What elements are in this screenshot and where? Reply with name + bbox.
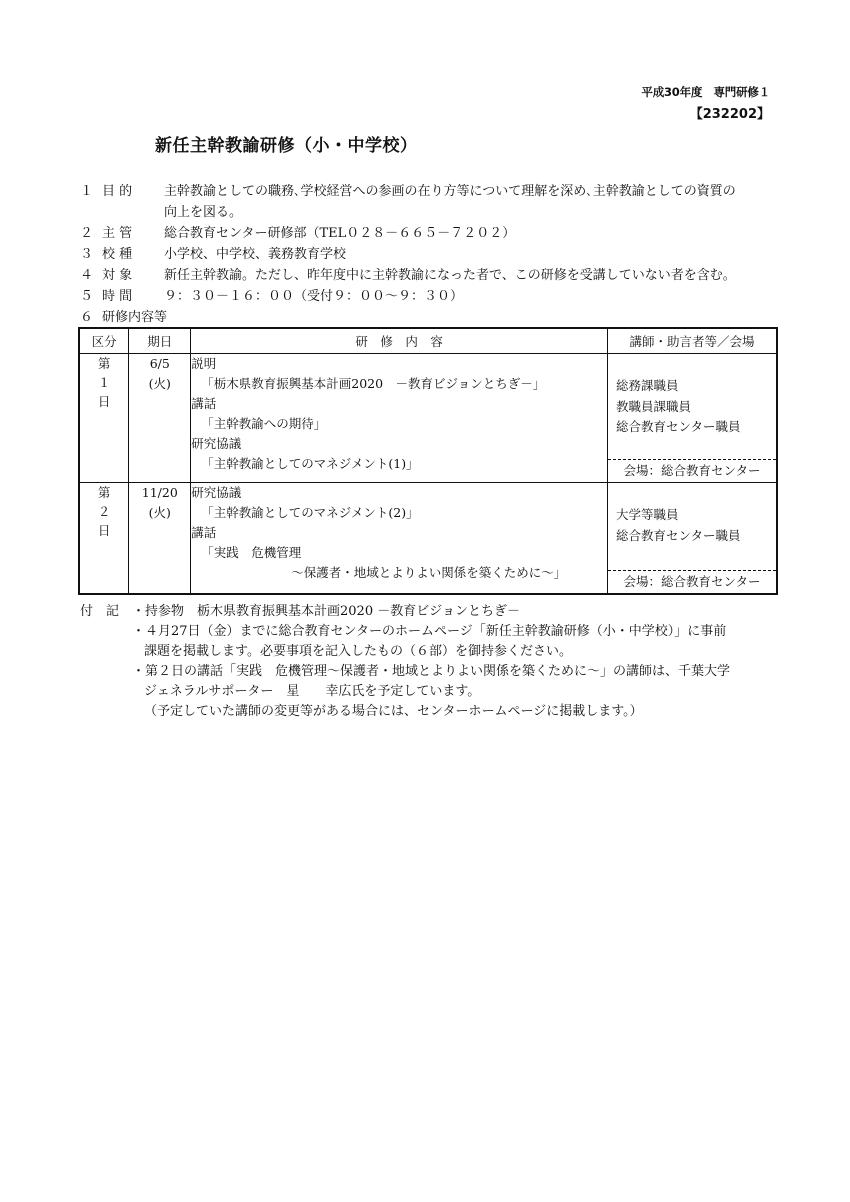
date-cell [129,483,191,595]
item-text: 新任主幹教諭。ただし、昨年度中に主幹教諭になった者で、この研修を受講していない者を含む。 [164,268,736,283]
weekday-value: (火) [148,505,171,520]
item-text: 主幹教諭としての職務､学校経営への参画の在り方等について理解を深め､主幹教諭としての資質の [164,184,736,199]
note-bullet: ・４月27日（金）までに総合教育センターのホームページ「新任主幹教諭研修（小・中学校）」に事前 [132,624,727,639]
day-char: 第 [97,356,111,371]
header-lecturer: 講師・助言者等／会場 [608,328,777,354]
date-value: 11/20 [141,485,178,500]
content-cell [191,483,608,595]
item-number: ５ [80,289,94,304]
date-value: 6/5 [149,356,170,371]
lecturer-cell [608,354,777,483]
note-footer: （予定していた講師の変更等がある場合には、センターホームページに掲載します。） [144,704,643,719]
header-date: 期日 [129,328,191,354]
outline-item-purpose [80,181,780,202]
schedule-table [78,327,778,595]
content-line: 講話 [191,396,217,411]
outline-item-time [80,286,780,307]
content-line: 研究協議 [191,436,242,451]
item-label: 研修内容等 [102,310,168,325]
content-line: 「主幹教諭としてのマネジメント(2)」 [201,505,419,520]
item-number: １ [80,184,94,199]
lecturer-item: 教職員課職員 [616,398,692,414]
item-number: ４ [80,268,94,283]
note-bullet: ・第２日の講話「実践 危機管理～保護者・地域とよりよい関係を築くために～」の講師は、千葉大学 [132,664,731,679]
day-cell [79,483,129,595]
page-title: 新任主幹教諭研修（小・中学校） [155,136,418,156]
item-text: ９：３０－１６：００（受付９：００～９：３０） [164,289,464,304]
note-bullet-continued: 課題を掲載します。必要事項を記入したもの（６部）を御持参ください。 [144,644,572,659]
notes-body [132,602,780,722]
content-line: 「栃木県教育振興基本計画2020 －教育ビジョンとちぎ－」 [201,376,546,391]
table-row [79,354,777,483]
note-bullet: ・持参物 栃木県教育振興基本計画2020 －教育ビジョンとちぎ－ [132,604,520,619]
day-char: 日 [97,394,111,409]
item-text: 総合教育センター研修部（TEL０２８－６６５－７２０２） [164,226,516,241]
date-cell [129,354,191,483]
venue-label: 会場：総合教育センター [608,459,776,482]
table-row [79,483,777,595]
notes-label: 付 記 [80,604,120,619]
weekday-value: (火) [148,376,171,391]
lecturer-item: 大学等職員 [616,507,679,522]
outline-item-manager [80,223,780,244]
day-char: ２ [97,504,111,519]
outline-item-content [80,307,780,328]
notes-section [80,602,780,722]
day-cell [79,354,129,483]
course-code: 【232202】 [689,107,770,122]
content-line: 「実践 危機管理 [201,545,302,560]
item-label: 主 管 [102,226,133,241]
content-line: 「主幹教諭としてのマネジメント(1)」 [201,456,419,471]
note-bullet-continued: ジェネラルサポーター 星 幸広氏を予定しています。 [144,684,481,699]
table-header-row [79,328,777,354]
item-text: 小学校、中学校、義務教育学校 [164,247,347,262]
lecturer-list [616,505,741,546]
item-text-continued: 向上を図る。 [164,205,243,220]
item-label: 対 象 [102,268,133,283]
outline-item-target [80,265,780,286]
item-label: 校 種 [102,247,133,262]
item-number: ３ [80,247,94,262]
lecturer-item: 総務課職員 [616,378,679,393]
item-label: 目 的 [102,184,133,199]
header-content: 研 修 内 容 [191,328,608,354]
day-char: １ [97,375,111,390]
content-line: 研究協議 [191,485,242,500]
header-kubun: 区分 [79,328,129,354]
content-line: 講話 [191,525,217,540]
content-line: 「主幹教諭への期待」 [201,416,327,431]
lecturer-cell [608,483,777,595]
item-label: 時 間 [102,289,133,304]
item-number: ２ [80,226,94,241]
day-char: 日 [97,523,111,538]
outline-list [80,181,780,328]
lecturer-item: 総合教育センター職員 [616,527,741,543]
item-number: ６ [80,310,94,325]
header-year-line: 平成30年度 専門研修１ [641,85,770,99]
outline-item-school-type [80,244,780,265]
lecturer-list [616,376,741,438]
venue-label: 会場：総合教育センター [608,570,776,593]
lecturer-item: 総合教育センター職員 [616,419,741,434]
day-char: 第 [97,485,111,500]
content-cell [191,354,608,483]
content-line: 説明 [191,356,217,371]
content-line: ～保護者・地域とよりよい関係を築くために～」 [291,565,567,580]
